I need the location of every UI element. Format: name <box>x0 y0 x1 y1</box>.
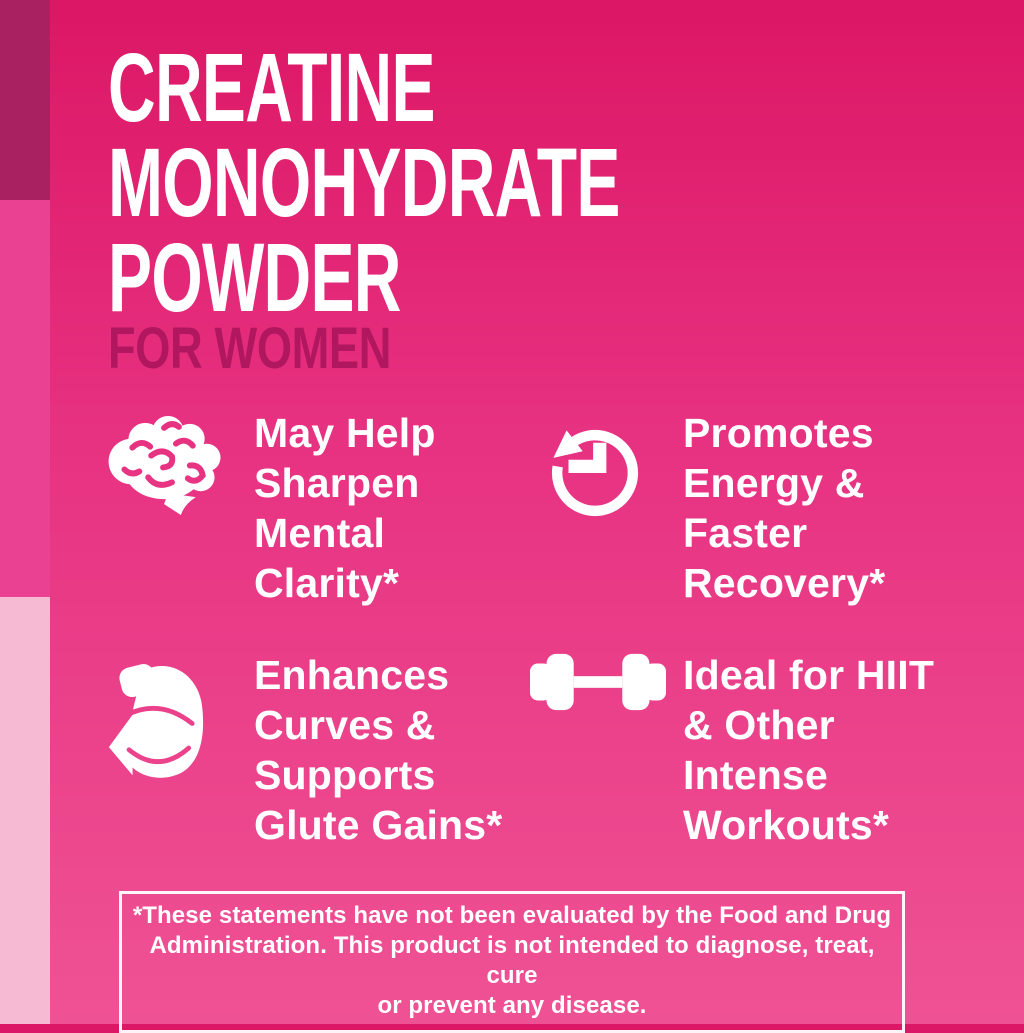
feature-line: Recovery* <box>683 560 886 606</box>
feature-line: & Other <box>683 702 835 748</box>
left-accent-stripe <box>0 0 50 1024</box>
feature-curves-glutes <box>254 650 502 850</box>
fda-disclaimer-line-3: or prevent any disease. <box>377 992 647 1019</box>
fda-disclaimer-line-2: Administration. This product is not intended to diagnose, treat, cure <box>149 932 875 989</box>
feature-line: Energy & <box>683 460 865 506</box>
left-accent-stripe-dark <box>0 0 50 200</box>
feature-line: Ideal for HIIT <box>683 652 935 698</box>
feature-mental-clarity <box>254 408 436 608</box>
product-title <box>108 33 620 332</box>
feature-line: Enhances <box>254 652 450 698</box>
product-title-line-3: POWDER <box>108 223 401 332</box>
feature-line: Promotes <box>683 410 874 456</box>
product-subtitle: FOR WOMEN <box>108 316 391 381</box>
dumbbell-icon <box>530 648 666 716</box>
feature-line: Curves & <box>254 702 436 748</box>
feature-line: Glute Gains* <box>254 802 503 848</box>
brain-icon <box>104 412 234 516</box>
feature-line: Supports <box>254 752 436 798</box>
feature-line: Workouts* <box>683 802 890 848</box>
product-title-line-1: CREATINE <box>108 33 435 142</box>
feature-line: Intense <box>683 752 828 798</box>
feature-line: May Help <box>254 410 436 456</box>
recovery-clock-icon <box>542 420 648 526</box>
product-title-line-2: MONOHYDRATE <box>108 128 620 237</box>
feature-line: Faster <box>683 510 808 556</box>
feature-energy-recovery <box>683 408 885 608</box>
fda-disclaimer-box <box>119 891 905 1033</box>
feature-line: Sharpen <box>254 460 420 506</box>
feature-line: Mental <box>254 510 386 556</box>
left-accent-stripe-light <box>0 597 50 1024</box>
bicep-icon <box>108 650 222 790</box>
feature-hiit-workouts <box>683 650 934 850</box>
fda-disclaimer-line-1: *These statements have not been evaluated by the Food and Drug <box>132 902 892 929</box>
feature-line: Clarity* <box>254 560 400 606</box>
left-accent-stripe-mid <box>0 200 50 597</box>
